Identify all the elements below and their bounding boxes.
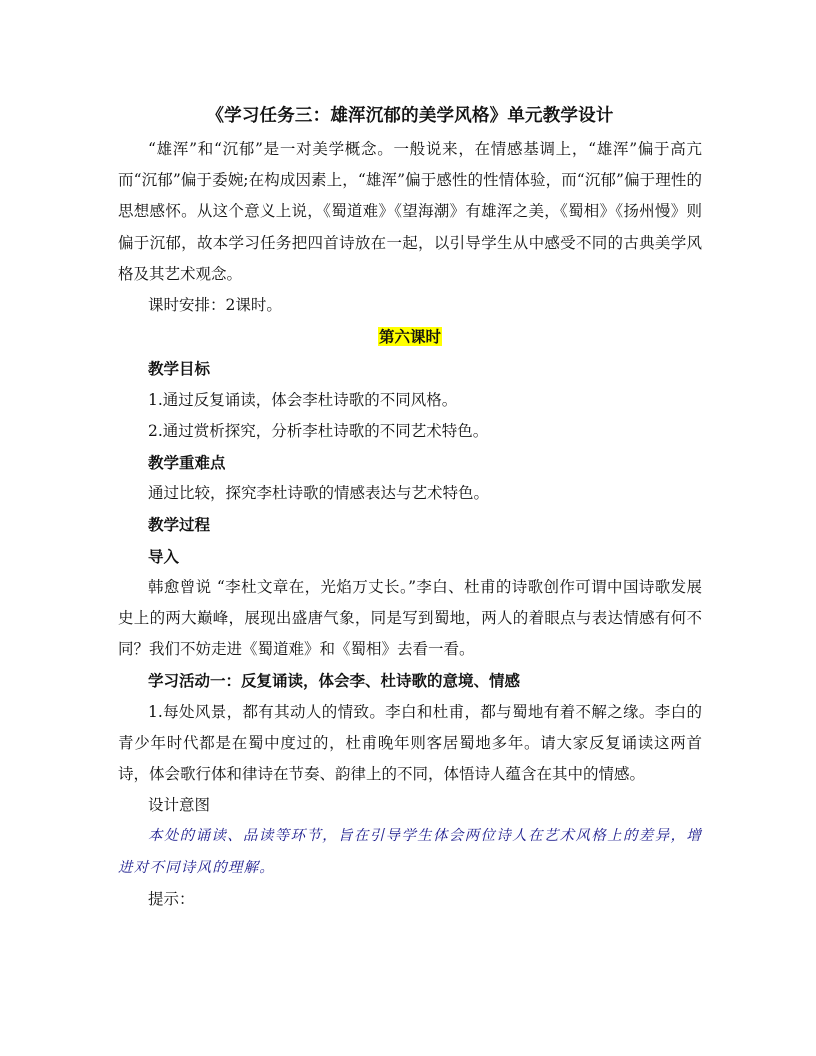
goal-item: 2.通过赏析探究，分析李杜诗歌的不同艺术特色。 xyxy=(148,421,489,440)
page-title: 《学习任务三：雄浑沉郁的美学风格》单元教学设计 xyxy=(206,106,614,126)
intro-text: 韩愈曾说 “李杜文章在，光焰万丈长。”李白、杜甫的诗歌创作可谓中国诗歌发展史上的两大巅峰，展现出盛唐气象，同是写到蜀地，两人的着眼点与表达情感有何不同？我们不妨走进《蜀道难》和《蜀相》去看一看。 xyxy=(118,577,702,659)
document-body xyxy=(118,102,702,915)
hint-label: 提示： xyxy=(148,889,195,908)
design-text: 本处的诵读、品读等环节，旨在引导学生体会两位诗人在艺术风格上的差异，增进对不同诗风的理解。 xyxy=(118,828,702,876)
goals-heading: 教学目标 xyxy=(148,359,211,379)
schedule-line: 课时安排：2课时。 xyxy=(148,296,282,315)
key-points-text: 通过比较，探究李杜诗歌的情感表达与艺术特色。 xyxy=(148,484,490,503)
activity-text: 1.每处风景，都有其动人的情致。李白和杜甫，都与蜀地有着不解之缘。李白的青少年时代都是在蜀中度过的，杜甫晚年则客居蜀地多年。请大家反复诵读这两首诗，体会歌行体和律诗在节奏、韵律上的不同，体悟诗人蕴含在其中的情感。 xyxy=(118,702,702,784)
activity-heading: 学习活动一：反复诵读，体会李、杜诗歌的意境、情感 xyxy=(148,671,521,691)
lesson-label: 第六课时 xyxy=(378,327,441,347)
design-heading: 设计意图 xyxy=(148,796,211,815)
process-heading: 教学过程 xyxy=(148,515,211,535)
key-points-heading: 教学重难点 xyxy=(148,453,226,473)
lesson-label-row xyxy=(118,321,702,353)
intro-paragraph: “雄浑”和“沉郁”是一对美学概念。一般说来，在情感基调上，“雄浑”偏于高亢而“沉郁”偏于委婉;在构成因素上，“雄浑”偏于感性的性情体验，而“沉郁”偏于理性的思想感怀。从这个意义上说，《蜀道难》《望海潮》有雄浑之美，《蜀相》《扬州慢》则偏于沉郁，故本学习任务把四首诗放在一起，以引导学生从中感受不同的古典美学风格及其艺术观念。 xyxy=(118,140,702,283)
goal-item: 1.通过反复诵读，体会李杜诗歌的不同风格。 xyxy=(148,390,458,409)
intro-heading: 导入 xyxy=(148,546,180,566)
